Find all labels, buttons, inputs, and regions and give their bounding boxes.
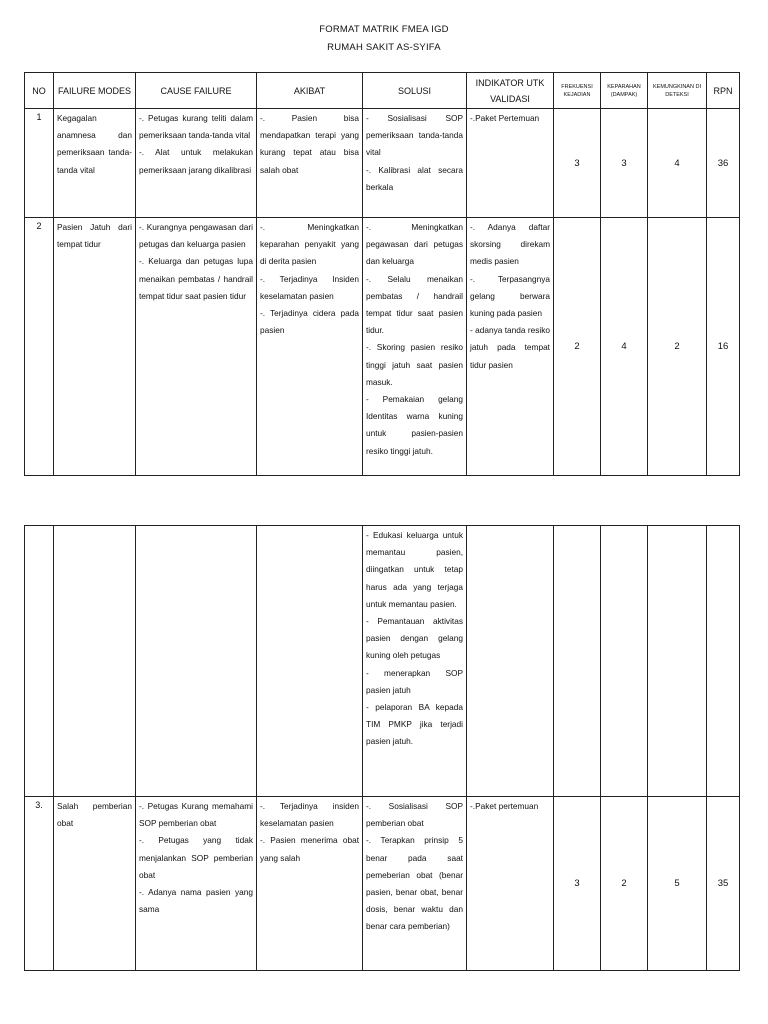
col-header-solusi: SOLUSI xyxy=(363,73,467,109)
cell-line: -. Sosialisasi SOP pemberian obat xyxy=(366,801,463,829)
cell-line: - Pemakaian gelang Identitas warna kuning untuk pasien-pasien resiko tinggi jatuh. xyxy=(366,394,463,456)
cell-line: -. Meningkatkan keparahan penyakit yang di derita pasien xyxy=(260,222,359,267)
cell-line: - Edukasi keluarga untuk memantau pasien, diingatkan untuk tetap harus ada yang terjaga untuk memantau pasien. xyxy=(366,530,463,609)
kemungkinan-cell: 2 xyxy=(648,218,707,476)
cell-line: -. Meningkatkan pegawasan dari petugas dan keluarga xyxy=(366,222,463,267)
cell-line: - pelaporan BA kepada TIM PMKP jika terjadi pasien jatuh. xyxy=(366,702,463,747)
cause-cell xyxy=(136,797,257,971)
table-row xyxy=(25,797,740,971)
cell-line: -. Adanya daftar skorsing direkam medis pasien xyxy=(470,222,550,267)
rpn-cell: 35 xyxy=(707,797,740,971)
fmea-table-part-1 xyxy=(24,72,740,476)
cause-cell xyxy=(136,218,257,476)
col-header-failure-modes: FAILURE MODES xyxy=(54,73,136,109)
col-header-frekuensi: FREKUENSI KEJADIAN xyxy=(554,73,601,109)
keparahan-cell: 4 xyxy=(601,218,648,476)
cell-line: -. Petugas yang tidak menjalankan SOP pemberian obat xyxy=(139,835,253,880)
table-row-continuation xyxy=(25,526,740,797)
cell-line: -. Pasien menerima obat yang salah xyxy=(260,835,359,863)
col-header-indikator: INDIKATOR UTK VALIDASI xyxy=(467,73,554,109)
col-header-akibat: AKIBAT xyxy=(257,73,363,109)
akibat-cell xyxy=(257,109,363,218)
row-no: 3. xyxy=(25,797,54,971)
rpn-cell: 36 xyxy=(707,109,740,218)
cell-line: -.Paket Pertemuan xyxy=(470,113,540,123)
row-no: 2 xyxy=(25,218,54,476)
cell-line: - Pemantauan aktivitas pasien dengan gelang kuning oleh petugas xyxy=(366,616,463,661)
col-header-rpn: RPN xyxy=(707,73,740,109)
cell-line: -. Petugas Kurang memahami SOP pemberian obat xyxy=(139,801,253,829)
solusi-cell xyxy=(363,109,467,218)
table-row xyxy=(25,109,740,218)
cell-line: -. Alat untuk melakukan pemeriksaan jarang dikalibrasi xyxy=(139,147,253,175)
row-no: 1 xyxy=(25,109,54,218)
keparahan-cell: 3 xyxy=(601,109,648,218)
frekuensi-cell: 3 xyxy=(554,109,601,218)
cell-line: -. Skoring pasien resiko tinggi jatuh saat pasien masuk. xyxy=(366,342,463,387)
col-header-cause-failure: CAUSE FAILURE xyxy=(136,73,257,109)
cell-line: -. Adanya nama pasien yang sama xyxy=(139,887,253,915)
cell-line: -. Terapkan prinsip 5 benar pada saat pemeberian obat (benar pasien, benar obat, benar dosis, benar waktu dan benar cara pemberian) xyxy=(366,835,463,932)
cell-line: - adanya tanda resiko jatuh pada tempat tidur pasien xyxy=(470,325,550,370)
indikator-cell xyxy=(467,797,554,971)
document-title: FORMAT MATRIK FMEA IGD xyxy=(319,24,449,35)
frekuensi-cell: 3 xyxy=(554,797,601,971)
cell-line: -. Terjadinya insiden keselamatan pasien xyxy=(260,801,359,829)
solusi-cell xyxy=(363,797,467,971)
cell-line: - Sosialisasi SOP pemeriksaan tanda-tanda vital xyxy=(366,113,463,158)
kemungkinan-cell: 4 xyxy=(648,109,707,218)
cell-line: -. Terjadinya cidera pada pasien xyxy=(260,308,359,336)
fmea-table-part-2 xyxy=(24,525,740,971)
cell-line: -. Kalibrasi alat secara berkala xyxy=(366,164,463,192)
table-row xyxy=(25,218,740,476)
akibat-cell xyxy=(257,218,363,476)
cell-line: - menerapkan SOP pasien jatuh xyxy=(366,667,463,695)
keparahan-cell: 2 xyxy=(601,797,648,971)
table-header-row xyxy=(25,73,740,109)
solusi-cell xyxy=(363,218,467,476)
rpn-cell: 16 xyxy=(707,218,740,476)
cell-line: -.Paket pertemuan xyxy=(470,801,539,811)
cell-line: -. Kurangnya pengawasan dari petugas dan keluarga pasien xyxy=(139,222,253,250)
frekuensi-cell: 2 xyxy=(554,218,601,476)
failure-mode-cell: Salah pemberian obat xyxy=(54,797,136,971)
failure-mode-cell: Pasien Jatuh dari tempat tidur xyxy=(54,218,136,476)
cell-line: -. Keluarga dan petugas lupa menaikan pembatas / handrail tempat tidur saat pasien tidur xyxy=(139,256,253,301)
indikator-cell xyxy=(467,218,554,476)
akibat-cell xyxy=(257,797,363,971)
failure-mode-cell: Kegagalan anamnesa dan pemeriksaan tanda-tanda vital xyxy=(54,109,136,218)
cell-line: -. Selalu menaikan pembatas / handrail tempat tidur saat pasien tidur. xyxy=(366,273,463,336)
solusi-cell xyxy=(363,526,467,797)
cause-cell xyxy=(136,109,257,218)
indikator-cell xyxy=(467,109,554,218)
cell-line: -. Pasien bisa mendapatkan terapi yang kurang tepat atau bisa salah obat xyxy=(260,113,359,175)
kemungkinan-cell: 5 xyxy=(648,797,707,971)
col-header-kemungkinan: KEMUNGKINAN DI DETEKSI xyxy=(648,73,707,109)
col-header-keparahan: KEPARAHAN (DAMPAK) xyxy=(601,73,648,109)
document-subtitle: RUMAH SAKIT AS-SYIFA xyxy=(327,42,441,53)
cell-line: -. Terjadinya Insiden keselamatan pasien xyxy=(260,273,359,301)
cell-line: -. Terpasangnya gelang berwara kuning pada pasien xyxy=(470,273,550,319)
col-header-no: NO xyxy=(25,73,54,109)
cell-line: -. Petugas kurang teliti dalam pemeriksaan tanda-tanda vital xyxy=(139,113,253,141)
